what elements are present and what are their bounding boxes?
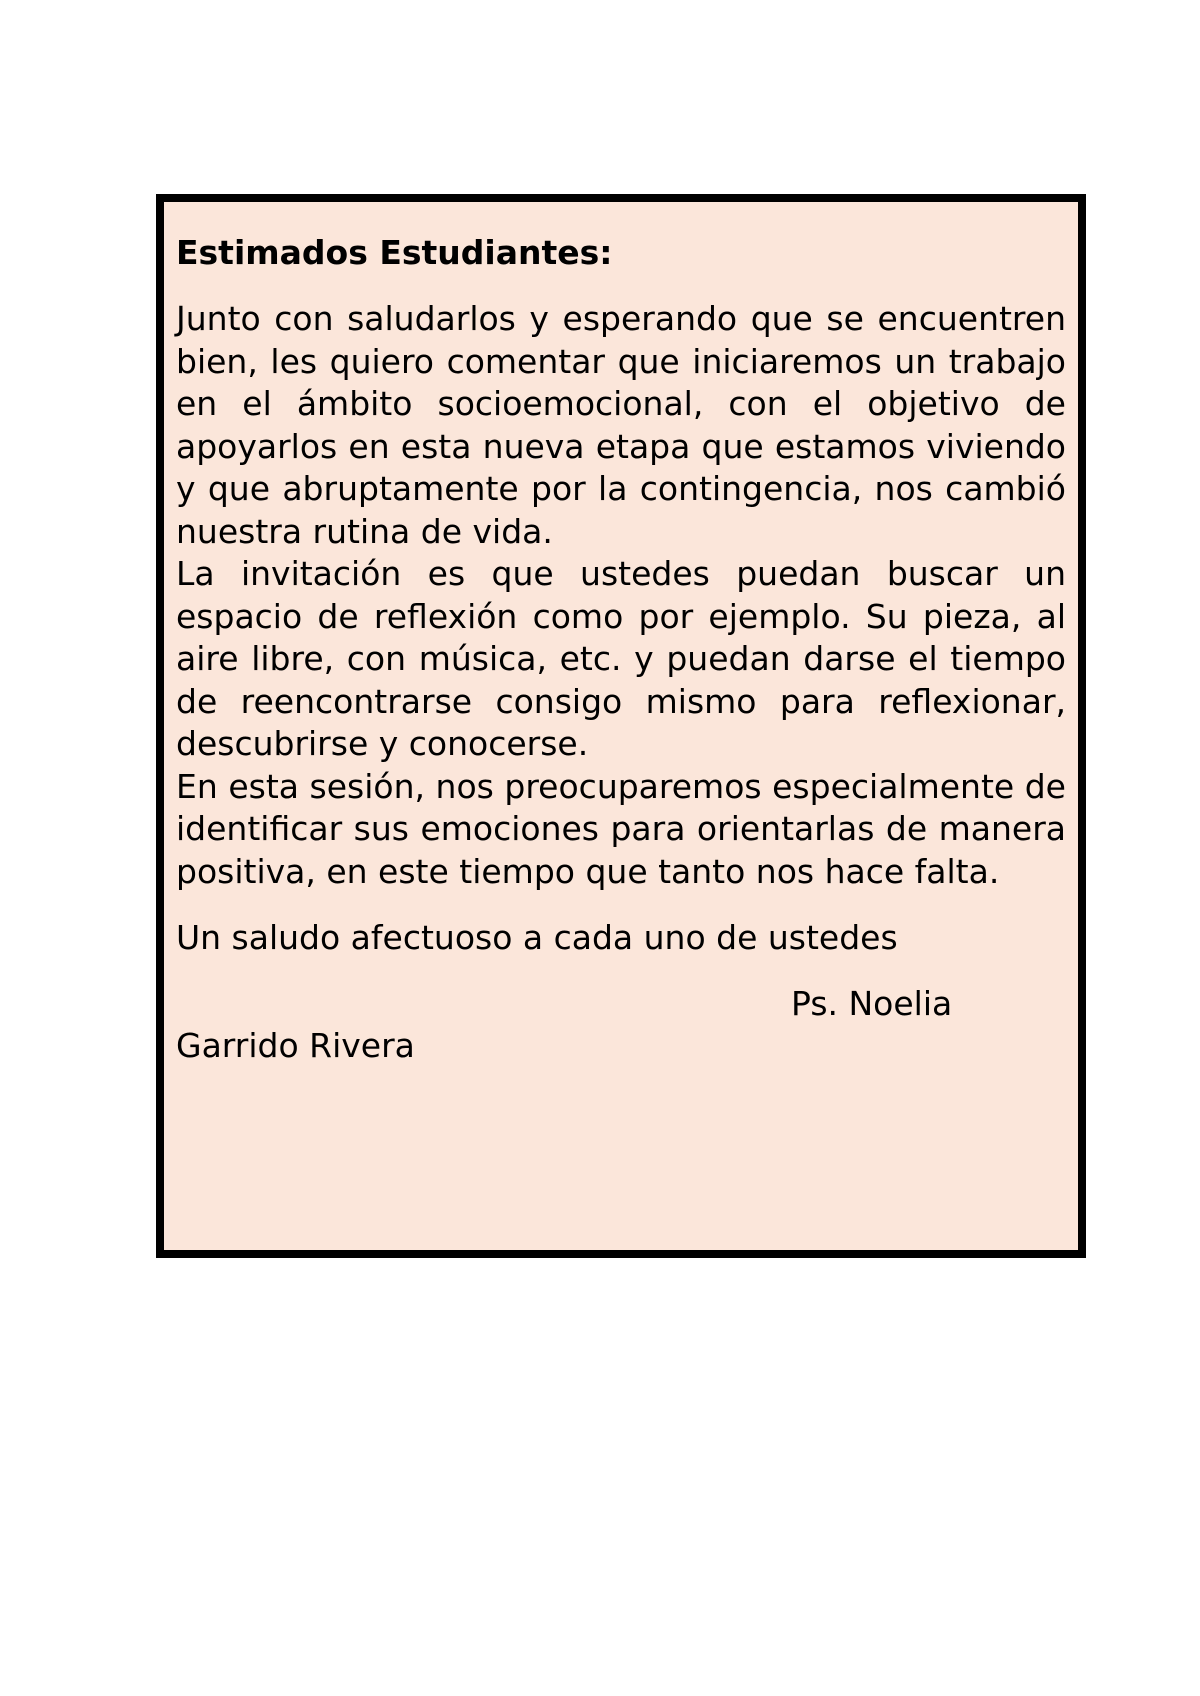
paragraph-intro: Junto con saludarlos y esperando que se encuentren bien, les quiero comentar que iniciaremos un trabajo en el ámbito socioemocional, con el objetivo de apoyarlos en esta nueva etapa que estamos viviendo y que abruptamente por la contingencia, nos cambió nuestra rutina de vida. <box>176 299 1066 551</box>
greeting-heading: Estimados Estudiantes: <box>176 233 613 272</box>
signature-line-2: Garrido Rivera <box>176 1026 415 1065</box>
letter-box <box>156 194 1086 1258</box>
paragraph-invitation: La invitación es que ustedes puedan buscar un espacio de reflexión como por ejemplo. Su pieza, al aire libre, con música, etc. y puedan darse el tiempo de reencontrarse consigo mismo para reflexionar, descubrirse y conocerse. <box>176 554 1066 763</box>
signature <box>176 983 1066 1067</box>
signature-line-1: Ps. Noelia <box>791 984 953 1023</box>
paragraph-session: En esta sesión, nos preocuparemos especialmente de identificar sus emociones para orientarlas de manera positiva, en este tiempo que tanto nos hace falta. <box>176 766 1066 891</box>
closing-line: Un saludo afectuoso a cada uno de ustedes <box>176 918 898 957</box>
